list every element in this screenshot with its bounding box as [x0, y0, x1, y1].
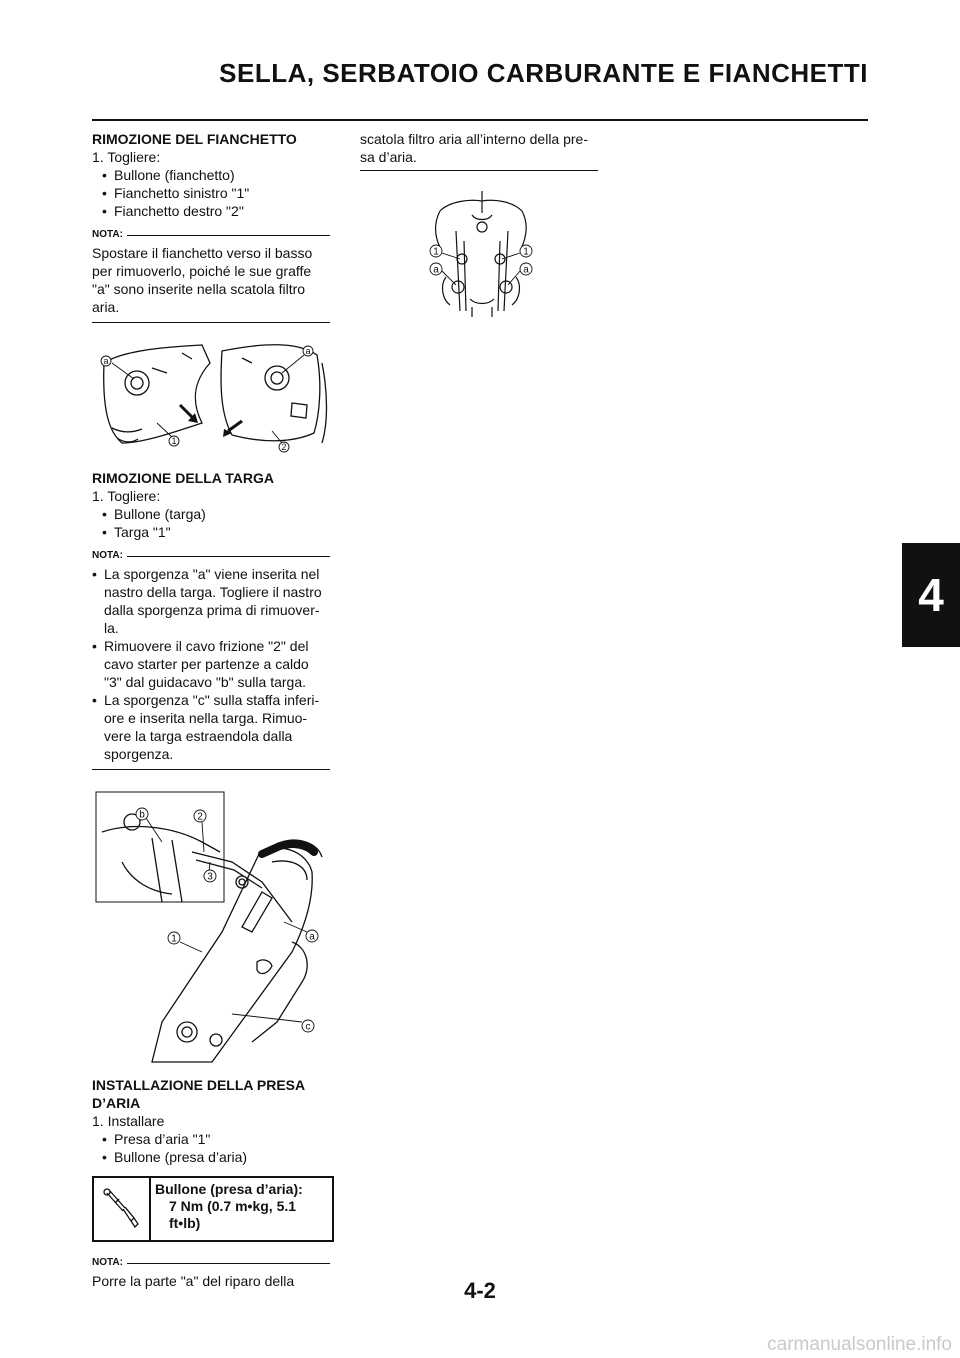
fig-label: 1: [523, 246, 529, 258]
fig-label: 2: [281, 442, 287, 452]
side-cover-figure: [92, 333, 330, 463]
side-cover-step: 1. Togliere:: [92, 149, 161, 165]
fig-label: b: [139, 809, 145, 821]
side-cover-bullet: • Bullone (fianchetto): [92, 166, 330, 184]
number-plate-step: 1. Togliere:: [92, 488, 161, 504]
page-number: 4-2: [464, 1278, 496, 1303]
fig-label: 1: [433, 246, 439, 258]
fig-label: a: [523, 264, 529, 276]
air-intake-bullet: • Presa d’aria "1": [92, 1130, 330, 1148]
note-end-rule: [92, 769, 330, 770]
left-column: [92, 130, 330, 1290]
note-label: NOTA:: [92, 229, 123, 240]
middle-column: [360, 130, 598, 325]
air-intake-figure: [360, 181, 598, 321]
torque-spec-box: [92, 1176, 334, 1242]
note-text: Spostare il fianchetto verso il basso per rimuoverlo, poiché le sue graffe "a" sono inserite nella scatola filtro aria.: [92, 245, 313, 315]
note-end-rule: [360, 170, 598, 171]
number-plate-note: [92, 547, 330, 770]
side-cover-bullet: • Fianchetto destro "2": [92, 202, 330, 220]
fig-label: 2: [197, 811, 203, 823]
note-end-rule: [92, 322, 330, 323]
note-continuation: scatola filtro aria all’interno della pre-sa d’aria.: [360, 131, 588, 165]
note-bullet: • La sporgenza "a" viene inserita nel nastro della targa. Togliere il nastro dalla sporgenza prima di rimuover-la.: [92, 565, 330, 637]
number-plate-figure: [92, 782, 330, 1064]
fig-label: a: [433, 264, 439, 276]
side-cover-bullet: • Fianchetto sinistro "1": [92, 184, 330, 202]
air-intake-heading: INSTALLAZIONE DELLA PRESA D’ARIA: [92, 1077, 305, 1111]
torque-wrench-icon: [94, 1178, 151, 1240]
fig-label: 3: [207, 871, 213, 883]
watermark: carmanualsonline.info: [767, 1334, 952, 1355]
number-plate-bullet: • Targa "1": [92, 523, 330, 541]
fig-label: a: [309, 931, 315, 943]
note-label: NOTA:: [92, 1257, 123, 1268]
note-rule: [127, 235, 330, 236]
note-text: Porre la parte "a" del riparo della: [92, 1273, 295, 1289]
page-title: SELLA, SERBATOIO CARBURANTE E FIANCHETTI: [219, 58, 868, 88]
torque-spec-title: Bullone (presa d’aria):: [154, 1181, 303, 1197]
note-rule: [127, 1263, 330, 1264]
fig-label: 1: [171, 436, 177, 446]
title-rule: [92, 119, 868, 121]
number-plate-heading: RIMOZIONE DELLA TARGA: [92, 470, 274, 486]
side-cover-heading: RIMOZIONE DEL FIANCHETTO: [92, 131, 297, 147]
fig-label: c: [305, 1021, 311, 1033]
note-bullet: • La sporgenza "c" sulla staffa inferi-ore e inserita nella targa. Rimuo-vere la targa estraendola dalla sporgenza.: [92, 691, 330, 763]
fig-label: 1: [171, 933, 177, 945]
air-intake-step: 1. Installare: [92, 1113, 165, 1129]
torque-spec-value: 7 Nm (0.7 m•kg, 5.1 ft•lb): [168, 1198, 297, 1231]
fig-label: a: [103, 356, 109, 366]
note-bullet: • Rimuovere il cavo frizione "2" del cavo starter per partenze a caldo "3" dal guidacavo "b" sulla targa.: [92, 637, 330, 691]
note-label: NOTA:: [92, 550, 123, 561]
fig-label: a: [305, 346, 311, 356]
number-plate-bullet: • Bullone (targa): [92, 505, 330, 523]
section-tab: 4: [902, 543, 960, 647]
side-cover-note: [92, 226, 330, 323]
note-rule: [127, 556, 330, 557]
air-intake-bullet: • Bullone (presa d’aria): [92, 1148, 330, 1166]
